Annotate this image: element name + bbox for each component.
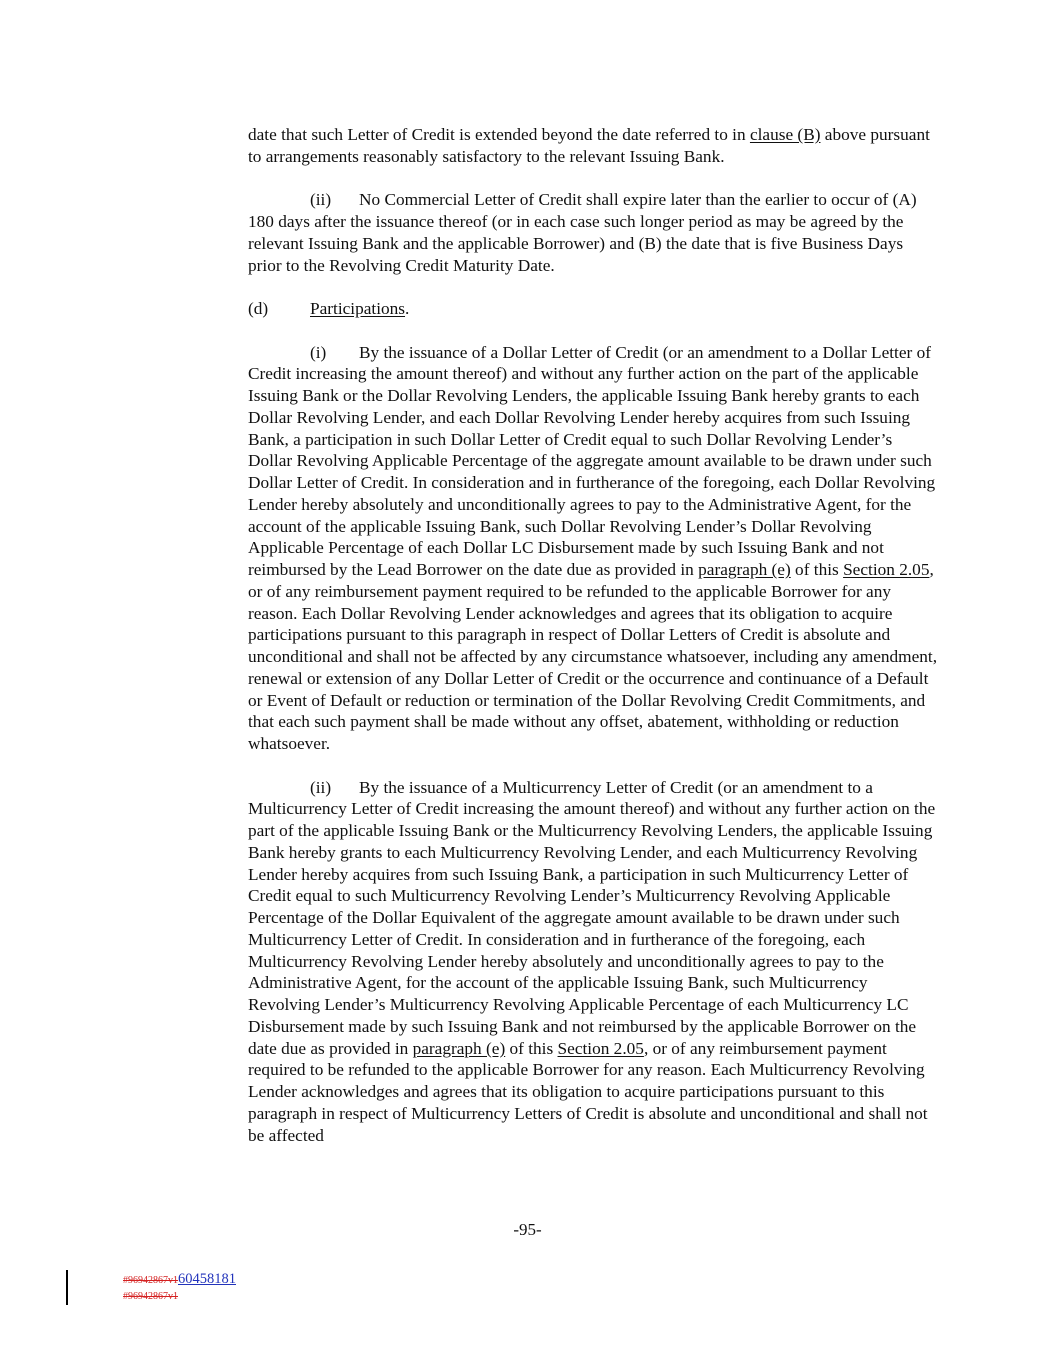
paragraph-d-i bbox=[248, 342, 938, 755]
text: above pursuant to arrangements reasonably satisfactory to the relevant Issuing Bank. bbox=[248, 125, 930, 166]
paragraph-c-ii bbox=[248, 189, 938, 276]
paragraph-number: (ii) bbox=[310, 190, 332, 210]
footer-line-1 bbox=[123, 1272, 236, 1288]
section-reference: Section 2.05 bbox=[557, 1038, 644, 1058]
heading-number: (d) bbox=[248, 299, 269, 318]
text: By the issuance of a Multicurrency Letter of Credit (or an amendment to a Multicurrency Letter of Credit increasing the amount thereof) and without any further action on the part of the applicable Issuing Bank or the Multicurrency Revolving Lenders, the applicable Issuing Bank hereby grants to each Multicurrency Revolving Lender, and each Multicurrency Revolving Lender hereby acquires from such Issuing Bank, a participation in such Multicurrency Letter of Credit equal to such Multicurrency Revolving Lender’s Multicurrency Revolving Applicable Percentage of the Dollar Equivalent of the aggregate amount available to be drawn under such Multicurrency Letter of Credit. In consideration and in furtherance of the foregoing, each Multicurrency Revolving Lender hereby absolutely and unconditionally agrees to pay to the Administrative Agent, for the account of the applicable Issuing Bank, such Multicurrency Revolving Lender’s Multicurrency Revolving Applicable Percentage of each Multicurrency LC Disbursement made by such Issuing Bank and not reimbursed by the applicable Borrower on the date due as provided in bbox=[248, 777, 936, 1058]
footer-line-2 bbox=[123, 1288, 236, 1304]
section-reference: Section 2.05 bbox=[843, 560, 930, 579]
text: , or of any reimbursement payment required to be refunded to the applicable Borrower for any reason. Each Dollar Revolving Lender acknowledges and agrees that its obligation to acquire participations pursuant to this paragraph in respect of Dollar Letters of Credit is absolute and unconditional and shall not be affected by any circumstance whatsoever, including any amendment, renewal or extension of any Dollar Letter of Credit or the occurrence and continuance of a Default or Event of Default or reduction or termination of the Dollar Revolving Credit Commitments, and that each such payment shall be made without any offset, abatement, withholding or reduction whatsoever. bbox=[248, 560, 938, 753]
paragraph-d-ii bbox=[248, 777, 938, 1147]
section-heading-d bbox=[248, 298, 938, 320]
paragraph-continuation bbox=[248, 124, 938, 168]
clause-reference: clause (B) bbox=[749, 125, 821, 144]
text: No Commercial Letter of Credit shall expire later than the earlier to occur of (A) 180 days after the issuance thereof (or in each case such longer period as may be agreed by the relevant Issuing Bank and the applicable Borrower) and (B) the date that is five Business Days prior to the Revolving Credit Maturity Date. bbox=[248, 190, 917, 275]
inserted-doc-id: 60458181 bbox=[178, 1271, 236, 1287]
deleted-doc-id: #96942867v1 bbox=[123, 1291, 178, 1302]
change-bar bbox=[66, 1270, 68, 1305]
paragraph-reference: paragraph (e) bbox=[412, 1038, 506, 1058]
page-number: -95- bbox=[513, 1220, 542, 1239]
text: of this bbox=[790, 560, 844, 579]
heading-period: . bbox=[405, 299, 410, 318]
document-body bbox=[248, 124, 938, 1168]
text: By the issuance of a Dollar Letter of Credit (or an amendment to a Dollar Letter of Credit increasing the amount thereof) and without any further action on the part of the applicable Issuing Bank or the Dollar Revolving Lenders, the applicable Issuing Bank hereby grants to each Dollar Revolving Lender, and each Dollar Revolving Lender hereby acquires from such Issuing Bank, a participation in such Dollar Letter of Credit equal to such Dollar Revolving Lender’s Dollar Revolving Applicable Percentage of the aggregate amount available to be drawn under such Dollar Letter of Credit. In consideration and in furtherance of the foregoing, each Dollar Revolving Lender hereby absolutely and unconditionally agrees to pay to the Administrative Agent, for the account of the applicable Issuing Bank, such Dollar Revolving Lender’s Dollar Revolving Applicable Percentage of each Dollar LC Disbursement made by such Issuing Bank and not reimbursed by the Lead Borrower on the date due as provided in bbox=[248, 342, 936, 579]
footer-doc-id bbox=[123, 1272, 236, 1304]
text: of this bbox=[505, 1038, 558, 1058]
text: date that such Letter of Credit is extended beyond the date referred to in bbox=[248, 125, 750, 144]
heading-title: Participations bbox=[310, 299, 406, 318]
paragraph-reference: paragraph (e) bbox=[698, 560, 791, 579]
deleted-doc-id: #96942867v1 bbox=[123, 1275, 178, 1286]
text: , or of any reimbursement payment required to be refunded to the applicable Borrower for any reason. Each Multicurrency Revolving Lender acknowledges and agrees that its obligation to acquire participations pursuant to this paragraph in respect of Multicurrency Letters of Credit is absolute and unconditional and shall not be affected bbox=[248, 1038, 928, 1145]
paragraph-number: (i) bbox=[310, 342, 327, 362]
paragraph-number: (ii) bbox=[310, 777, 332, 797]
